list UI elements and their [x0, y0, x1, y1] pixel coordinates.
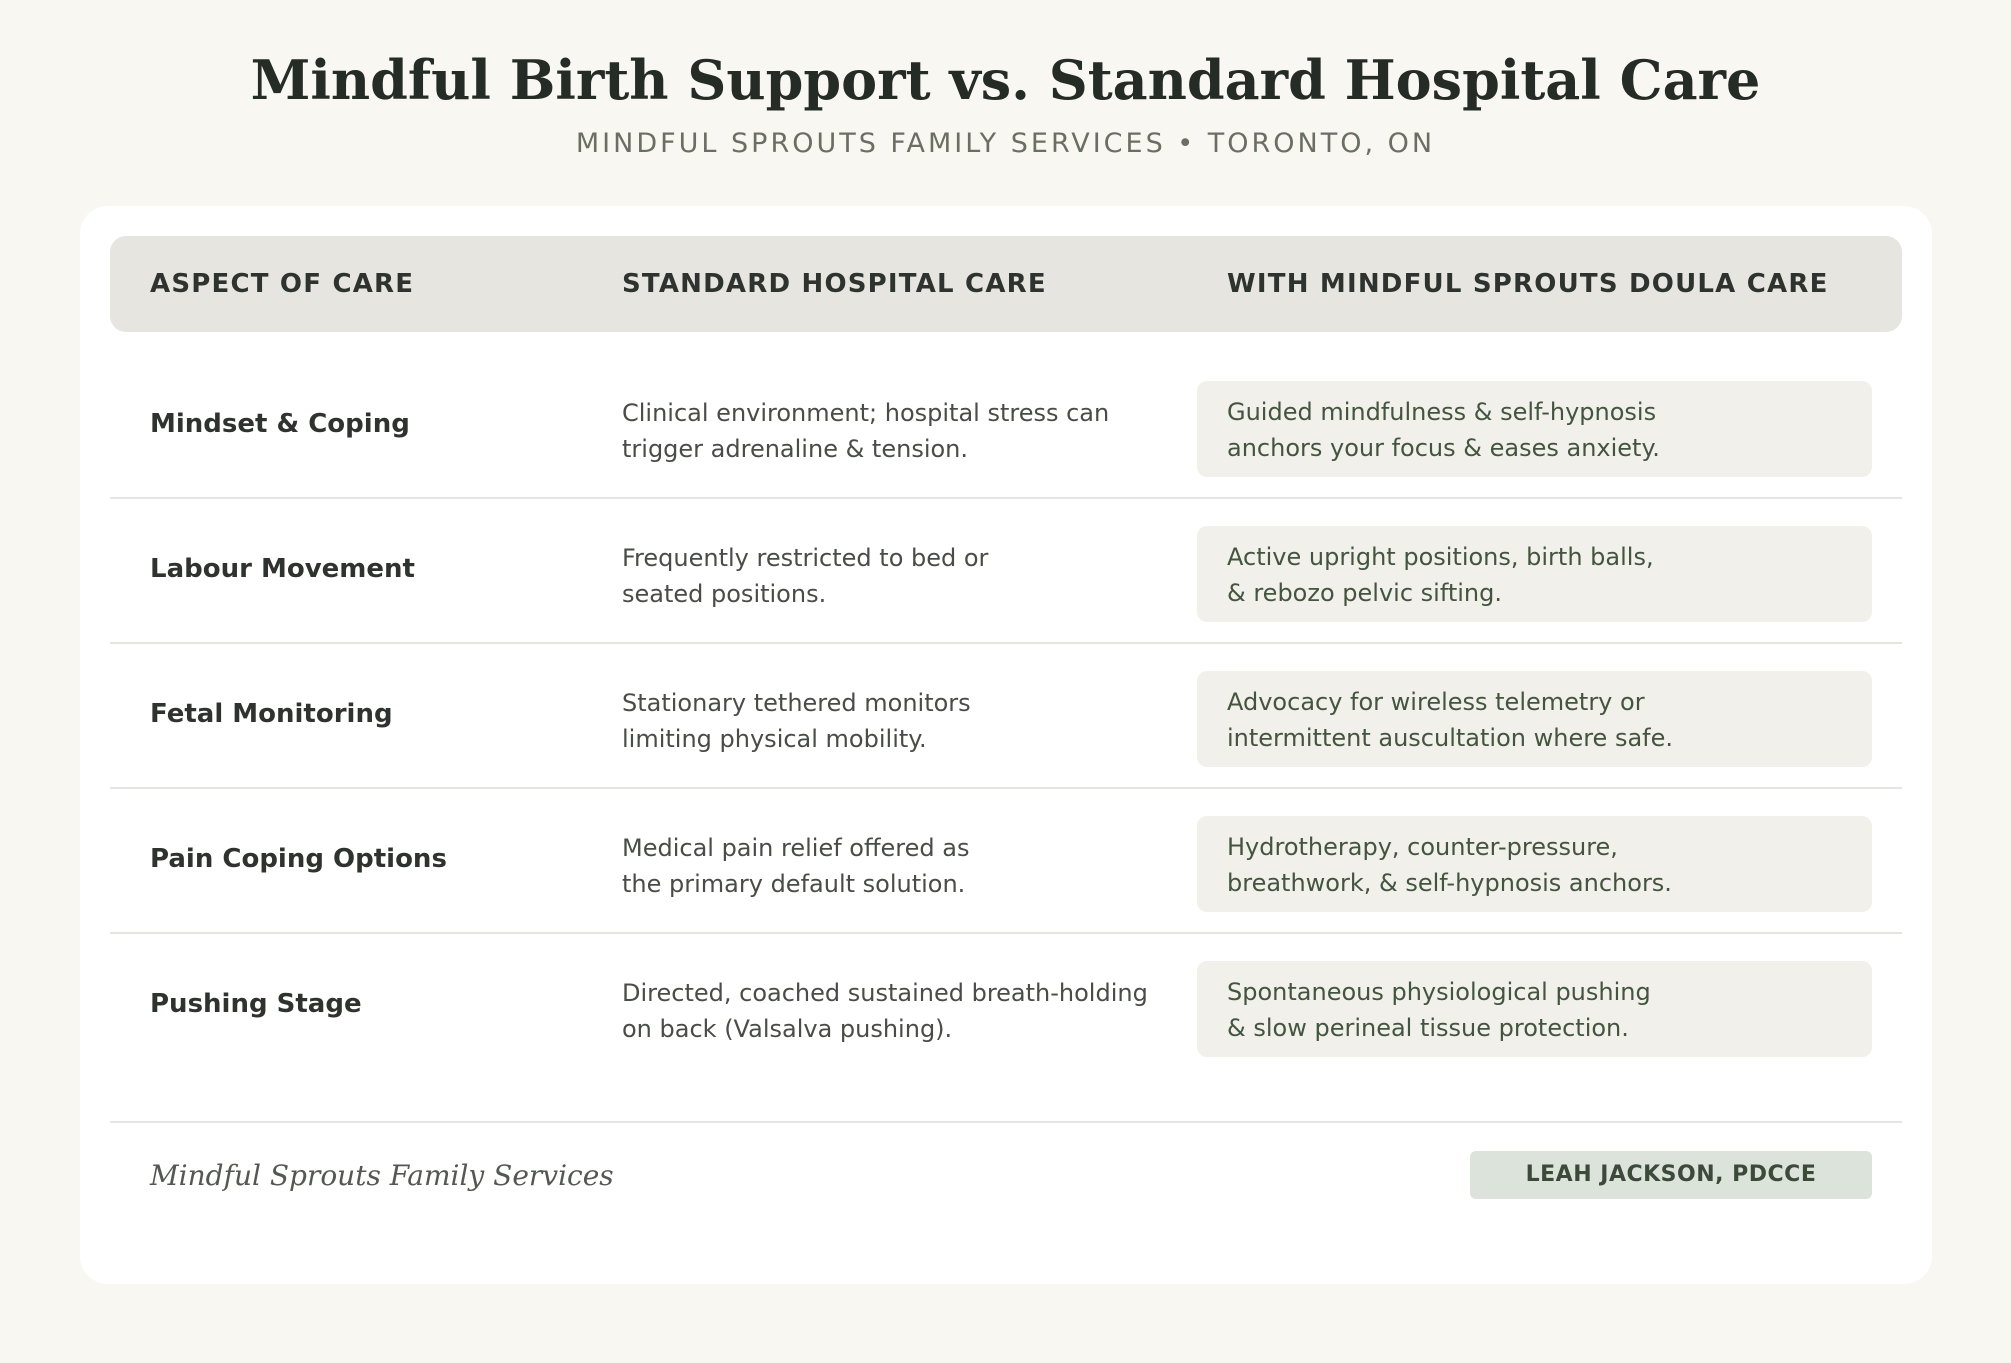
column-header-standard: STANDARD HOSPITAL CARE [622, 269, 1047, 299]
doula-care-text: Guided mindfulness & self-hypnosis anchors your focus & eases anxiety. [1227, 398, 1660, 462]
standard-care-cell: Medical pain relief offered as the primary default solution. [622, 834, 970, 898]
footer-divider [110, 1121, 1902, 1123]
aspect-cell: Fetal Monitoring [150, 699, 393, 729]
standard-care-cell: Stationary tethered monitors limiting physical mobility. [622, 689, 971, 753]
doula-care-cell [1197, 961, 1872, 1057]
footer-brand: Mindful Sprouts Family Services [150, 1159, 614, 1192]
doula-care-text: Hydrotherapy, counter-pressure, breathwork, & self-hypnosis anchors. [1227, 833, 1672, 897]
table-row [110, 352, 1902, 499]
page-title: Mindful Birth Support vs. Standard Hospital Care [250, 48, 1761, 112]
table-row [110, 787, 1902, 934]
aspect-cell: Labour Movement [150, 554, 415, 584]
standard-care-cell: Directed, coached sustained breath-holding on back (Valsalva pushing). [622, 979, 1148, 1043]
page-subtitle: MINDFUL SPROUTS FAMILY SERVICES • TORONTO, ON [575, 128, 1436, 159]
column-header-aspect: ASPECT OF CARE [150, 269, 415, 299]
table-row [110, 932, 1902, 1077]
table-row [110, 497, 1902, 644]
table-row [110, 642, 1902, 789]
standard-care-cell: Clinical environment; hospital stress can trigger adrenaline & tension. [622, 399, 1110, 463]
standard-care-cell: Frequently restricted to bed or seated positions. [622, 544, 989, 608]
column-header-doula: WITH MINDFUL SPROUTS DOULA CARE [1227, 269, 1829, 299]
doula-care-cell [1197, 671, 1872, 767]
doula-care-text: Active upright positions, birth balls, & rebozo pelvic sifting. [1227, 543, 1654, 607]
author-badge: LEAH JACKSON, PDCCE [1470, 1151, 1872, 1199]
doula-care-cell [1197, 526, 1872, 622]
doula-care-text: Advocacy for wireless telemetry or intermittent auscultation where safe. [1227, 688, 1673, 752]
aspect-cell: Mindset & Coping [150, 409, 410, 439]
aspect-cell: Pushing Stage [150, 989, 362, 1019]
doula-care-cell [1197, 381, 1872, 477]
aspect-cell: Pain Coping Options [150, 844, 447, 874]
doula-care-text: Spontaneous physiological pushing & slow perineal tissue protection. [1227, 978, 1651, 1042]
table-header-row [110, 236, 1902, 332]
comparison-card [80, 206, 1932, 1284]
doula-care-cell [1197, 816, 1872, 912]
